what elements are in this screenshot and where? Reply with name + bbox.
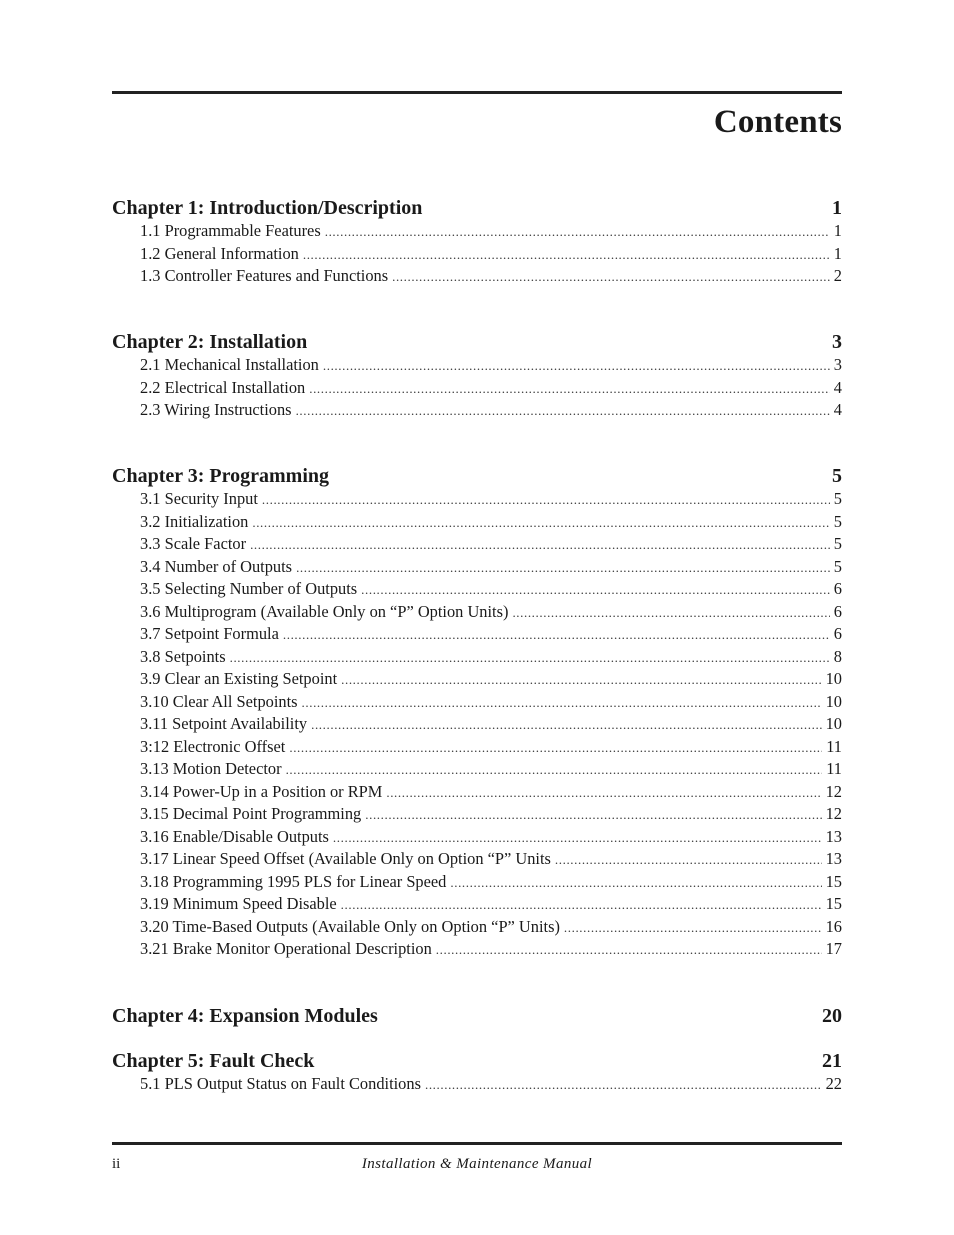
dot-leader	[302, 692, 822, 714]
toc-entry-page-number: 13	[825, 826, 842, 846]
toc-entry[interactable]	[140, 578, 842, 601]
dot-leader	[296, 557, 830, 579]
toc-entry[interactable]	[140, 758, 842, 781]
chapter-heading[interactable]	[112, 464, 842, 488]
toc-entry-page-number: 6	[833, 601, 842, 621]
toc-entry-page-number: 6	[833, 624, 842, 643]
toc-entry-page-number: 4	[833, 400, 842, 419]
toc-entry-label: 3.17 Linear Speed Offset (Available Only on Option “P” Units	[140, 849, 551, 868]
toc-entry[interactable]	[140, 243, 842, 266]
dot-leader	[386, 782, 821, 804]
toc-entry[interactable]	[140, 377, 842, 400]
toc-entry-page-number: 12	[825, 804, 842, 823]
toc-entry-page-number: 10	[825, 669, 842, 688]
toc-entry[interactable]	[140, 713, 842, 736]
dot-leader	[289, 737, 822, 759]
dot-leader	[361, 579, 830, 601]
toc-entry-label: 3:12 Electronic Offset	[140, 736, 286, 756]
dot-leader	[325, 221, 830, 243]
dot-leader	[436, 939, 822, 961]
toc-entry-page-number: 5	[833, 511, 842, 531]
chapter-page-number: 3	[832, 331, 842, 353]
dot-leader	[283, 624, 830, 646]
toc-entry-page-number: 15	[825, 871, 842, 891]
toc-entry-page-number: 1	[833, 243, 842, 263]
dot-leader	[262, 489, 830, 511]
dot-leader	[303, 244, 830, 266]
toc-entry-label: 3.11 Setpoint Availability	[140, 714, 308, 733]
dot-leader	[425, 1074, 822, 1096]
toc-entry-label: 3.8 Setpoints	[140, 646, 226, 666]
toc-entry-page-number: 5	[833, 489, 842, 508]
dot-leader	[230, 647, 830, 669]
footer-manual-title: Installation & Maintenance Manual	[361, 1156, 593, 1172]
dot-leader	[512, 602, 829, 624]
toc-entry-label: 3.14 Power-Up in a Position or RPM	[140, 781, 383, 801]
toc-entry-label: 3.16 Enable/Disable Outputs	[140, 826, 329, 846]
dot-leader	[450, 872, 821, 894]
toc-entry[interactable]	[140, 691, 842, 714]
toc-entry-label: 3.2 Initialization	[140, 511, 249, 531]
toc-entry-label: 3.15 Decimal Point Programming	[140, 804, 362, 823]
toc-entry-label: 3.1 Security Input	[140, 489, 258, 508]
toc-entry-page-number: 16	[825, 916, 842, 936]
toc-entry-page-number: 10	[825, 691, 842, 711]
chapter-heading[interactable]	[112, 1049, 842, 1073]
toc-entry-label: 5.1 PLS Output Status on Fault Conditions	[140, 1074, 421, 1093]
chapter-title: Chapter 3: Programming	[112, 465, 330, 487]
chapter-page-number: 1	[832, 197, 842, 219]
toc-entry-label: 1.1 Programmable Features	[140, 221, 321, 240]
toc-entry-page-number: 12	[825, 781, 842, 801]
toc-entry-label: 3.21 Brake Monitor Operational Description	[140, 939, 432, 958]
toc-entry[interactable]	[140, 646, 842, 669]
chapter-page-number: 21	[822, 1050, 842, 1072]
dot-leader	[309, 378, 830, 400]
chapter-title: Chapter 5: Fault Check	[112, 1050, 315, 1072]
chapter-title: Chapter 2: Installation	[112, 331, 308, 353]
toc-entry[interactable]	[140, 354, 842, 377]
chapter-section	[112, 1049, 842, 1096]
footer-page-number: ii	[112, 1156, 121, 1172]
toc-entry-label: 2.2 Electrical Installation	[140, 377, 306, 397]
toc-entry-label: 3.6 Multiprogram (Available Only on “P” Option Units)	[140, 601, 509, 621]
toc-entry-label: 3.20 Time-Based Outputs (Available Only on Option “P” Units)	[140, 916, 560, 936]
toc-entry[interactable]	[140, 533, 842, 556]
chapter-heading[interactable]	[112, 330, 842, 354]
dot-leader	[341, 669, 821, 691]
toc-entry-label: 3.13 Motion Detector	[140, 759, 282, 778]
dot-leader	[286, 759, 823, 781]
chapter-page-number: 5	[832, 465, 842, 487]
toc-entry-label: 3.19 Minimum Speed Disable	[140, 894, 337, 913]
dot-leader	[323, 355, 830, 377]
dot-leader	[311, 714, 822, 736]
dot-leader	[365, 804, 821, 826]
chapter-heading[interactable]	[112, 1004, 842, 1028]
toc-entry-label: 3.10 Clear All Setpoints	[140, 691, 298, 711]
dot-leader	[250, 534, 830, 556]
toc-entry-page-number: 15	[825, 894, 842, 913]
toc-entry[interactable]	[140, 220, 842, 243]
toc-entry-page-number: 1	[833, 221, 842, 240]
toc-entry-label: 2.1 Mechanical Installation	[140, 355, 319, 374]
toc-entry-page-number: 22	[825, 1074, 842, 1093]
page-title: Contents	[713, 104, 842, 140]
toc-entry[interactable]	[140, 893, 842, 916]
toc-entry-label: 2.3 Wiring Instructions	[140, 400, 292, 419]
toc-entry[interactable]	[140, 601, 842, 624]
toc-entry-page-number: 4	[833, 377, 842, 397]
chapter-page-number: 20	[822, 1005, 842, 1027]
dot-leader	[252, 512, 829, 534]
toc-entry-page-number: 8	[833, 646, 842, 666]
toc-entry[interactable]	[140, 916, 842, 939]
chapter-heading[interactable]	[112, 196, 842, 220]
dot-leader	[392, 266, 830, 288]
toc-entry-page-number: 5	[833, 556, 842, 576]
toc-entry[interactable]	[140, 399, 842, 422]
toc-entry-page-number: 2	[833, 266, 842, 285]
toc-entry[interactable]	[140, 488, 842, 511]
dot-leader	[555, 849, 822, 871]
toc-entry-page-number: 10	[825, 714, 842, 733]
toc-entry-label: 1.2 General Information	[140, 243, 299, 263]
toc-entry-label: 1.3 Controller Features and Functions	[140, 266, 389, 285]
toc-entry[interactable]	[140, 623, 842, 646]
toc-entry-page-number: 13	[825, 849, 842, 868]
dot-leader	[296, 400, 830, 422]
toc-entry[interactable]	[140, 511, 842, 534]
toc-entry-label: 3.7 Setpoint Formula	[140, 624, 279, 643]
toc-entry[interactable]	[140, 668, 842, 691]
toc-entry-page-number: 11	[826, 736, 842, 756]
bottom-rule	[112, 1142, 842, 1145]
toc-entry[interactable]	[140, 938, 842, 961]
toc-entry[interactable]	[140, 848, 842, 871]
toc-entry-page-number: 3	[833, 355, 842, 374]
chapter-section	[112, 196, 842, 288]
dot-leader	[564, 917, 822, 939]
toc-entry-label: 3.3 Scale Factor	[140, 534, 247, 553]
chapter-section	[112, 1004, 842, 1028]
chapter-title: Chapter 1: Introduction/Description	[112, 197, 423, 219]
dot-leader	[333, 827, 822, 849]
dot-leader	[341, 894, 822, 916]
toc-entry-page-number: 5	[833, 534, 842, 553]
toc-entry[interactable]	[140, 871, 842, 894]
toc-entry[interactable]	[140, 736, 842, 759]
chapter-section	[112, 330, 842, 422]
chapter-title: Chapter 4: Expansion Modules	[112, 1005, 378, 1027]
toc-entry-label: 3.4 Number of Outputs	[140, 556, 293, 576]
toc-entry-page-number: 11	[826, 759, 842, 778]
toc-entry[interactable]	[140, 826, 842, 849]
toc-entry-label: 3.5 Selecting Number of Outputs	[140, 579, 358, 598]
toc-entry-label: 3.18 Programming 1995 PLS for Linear Speed	[140, 871, 447, 891]
toc-entry-label: 3.9 Clear an Existing Setpoint	[140, 669, 338, 688]
toc-entry[interactable]	[140, 781, 842, 804]
toc-entry[interactable]	[140, 265, 842, 288]
toc-entry[interactable]	[140, 803, 842, 826]
toc-entry[interactable]	[140, 556, 842, 579]
chapter-section	[112, 464, 842, 961]
top-rule	[112, 91, 842, 94]
toc-entry-page-number: 6	[833, 579, 842, 598]
toc-entry-page-number: 17	[825, 939, 842, 958]
toc-entry[interactable]	[140, 1073, 842, 1096]
